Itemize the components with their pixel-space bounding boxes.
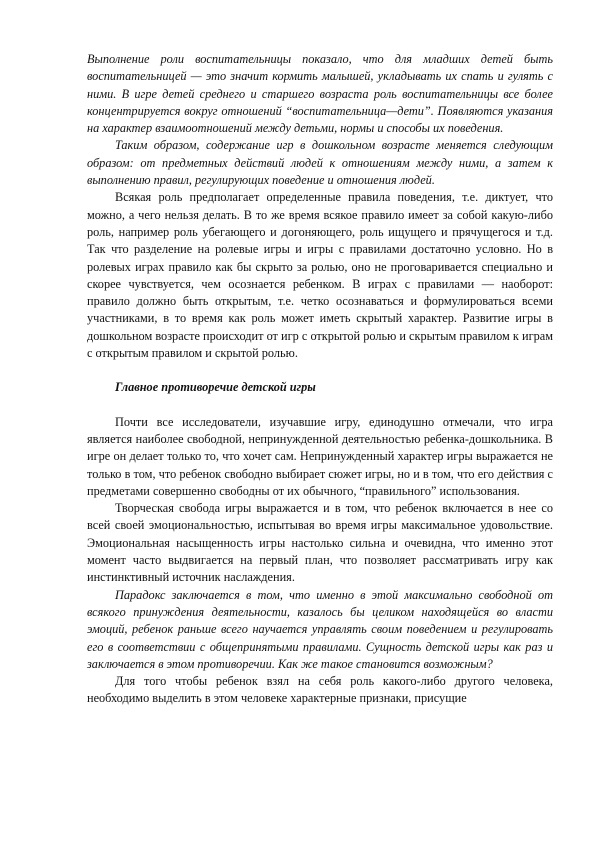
paragraph-freedom-of-play: Почти все исследователи, изучавшие игру, единодушно отмечали, что игра является наиболее свободной, непринужденной деятельностью ребенка-дошкольника. В игре он делает только то, что хочет сам. Непринужденный характер игры выражается не только в том, что ребенок свободно выбирает сюжет игры, но и в том, что его действия с предметами совершенно свободны от их обычного, “правильного” использования. [87, 414, 553, 498]
paragraph-taking-role: Для того чтобы ребенок взял на себя роль какого-либо другого человека, необходимо выделить в этом человеке характерные признаки, присущие [87, 674, 553, 706]
paragraph-role-of-educator: Выполнение роли воспитательницы показало, что для младших детей быть воспитательницей — это значит кормить малышей, укладывать их спать и гулять с ними. В игре детей среднего и старшего возраста роль воспитательницы все более концентрируется вокруг отношений “воспитательница—дети”. Появляются указания на характер взаимоотношений между детьми, нормы и способы их поведения. [87, 52, 553, 136]
section-heading: Главное противоречие детской игры [115, 380, 316, 395]
page-content [87, 51, 553, 708]
paragraph-roles-and-rules: Всякая роль предполагает определенные правила поведения, т.е. диктует, что можно, а чего нельзя делать. В то же время всякое правило имеет за собой какую-либо роль, например роль убегающего и догоняющего, роль ищущего и прячущегося и т.д. Так что разделение на ролевые игры и игры с правилами достаточно условно. Но в ролевых играх правило как бы скрыто за ролью, оно не проговаривается специально и скорее чувствуется, чем осознается ребенком. В играх с правилами — наоборот: правило должно быть открытым, т.е. четко осознаваться и формулироваться всеми участниками, в то время как роль может иметь скрытый характер. Развитие игры в дошкольном возрасте происходит от игр с открытой ролью и скрытым правилом к играм с открытым правилом и скрытой ролью. [87, 190, 553, 361]
paragraph-creative-freedom: Творческая свобода игры выражается и в том, что ребенок включается в нее со всей своей эмоциональностью, испытывая во время игры максимальное удовольствие. Эмоциональная насыщенность игры настолько сильна и очевидна, что именно этот момент часто выдвигается на первый план, что позволяет рассматривать игру как инстинктивный источник наслаждения. [87, 501, 553, 585]
paragraph-paradox: Парадокс заключается в том, что именно в этой максимально свободной от всякого принуждения деятельности, казалось бы целиком находящейся во власти эмоций, ребенок раньше всего научается управлять своим поведением и регулировать его в соответствии с общепринятыми правилами. Сущность детской игры как раз и заключается в этом противоречии. Как же такое становится возможным? [87, 587, 553, 671]
paragraph-content-change-summary: Таким образом, содержание игр в дошкольном возрасте меняется следующим образом: от предметных действий людей к отношениям между ними, а затем к выполнению правил, регулирующих поведение и отношения людей. [87, 138, 553, 188]
